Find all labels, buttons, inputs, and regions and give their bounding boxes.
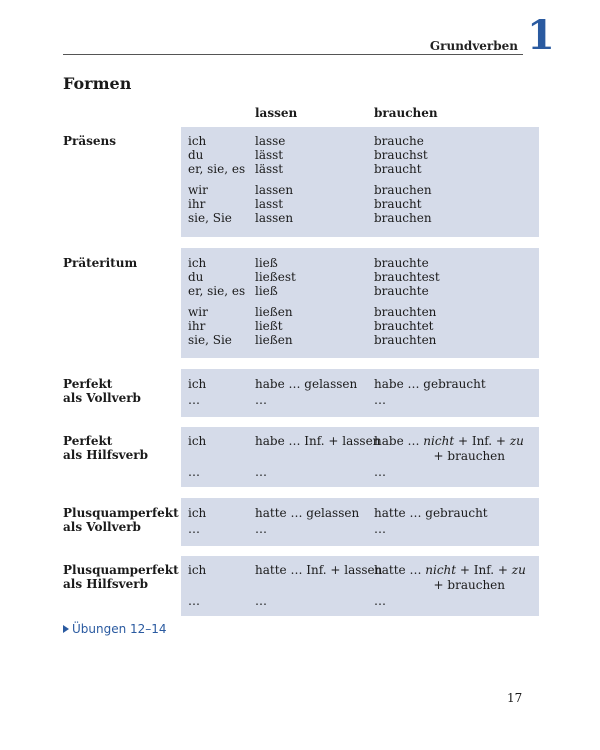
- form-lassen: hatte … Inf. + lassen: [255, 563, 383, 577]
- plusquamperfekt-vollverb-block: [181, 498, 539, 546]
- text-part: + Inf. +: [454, 434, 510, 448]
- form-lassen: ließ: [255, 256, 278, 270]
- pronoun: ich: [188, 256, 207, 270]
- pronoun: ich: [188, 434, 207, 448]
- chapter-title: Grundverben: [429, 39, 518, 53]
- form-brauchen: brauchen: [374, 183, 432, 197]
- ellipsis: …: [255, 393, 267, 407]
- perfekt-hilfsverb-block: [181, 427, 539, 487]
- form-brauchen: [374, 563, 526, 577]
- form-brauchen: hatte … gebraucht: [374, 506, 488, 520]
- ellipsis: …: [374, 393, 386, 407]
- form-brauchen: brauchst: [374, 148, 428, 162]
- praeteritum-block: [181, 248, 539, 358]
- praesens-block: [181, 127, 539, 237]
- ellipsis: …: [374, 465, 386, 479]
- form-brauchen: [374, 434, 524, 448]
- label-line: Perfekt: [63, 434, 113, 448]
- text-part-italic: nicht: [425, 563, 457, 577]
- pronoun: sie, Sie: [188, 333, 232, 347]
- form-brauchen: brauchen: [374, 211, 432, 225]
- text-part-italic: zu: [509, 434, 524, 448]
- pronoun: du: [188, 270, 204, 284]
- form-lassen: lasst: [255, 197, 284, 211]
- form-brauchen: brauche: [374, 134, 424, 148]
- label-line: als Hilfsverb: [63, 448, 148, 462]
- label-line: als Vollverb: [63, 391, 141, 405]
- pronoun: wir: [188, 305, 208, 319]
- perfekt-vollverb-block: [181, 369, 539, 417]
- form-lassen: ließen: [255, 333, 293, 347]
- label-line: Plusquamperfekt: [63, 563, 179, 577]
- form-lassen: lasse: [255, 134, 286, 148]
- text-part-italic: nicht: [423, 434, 455, 448]
- form-brauchen: brauchtest: [374, 270, 440, 284]
- ellipsis: …: [188, 522, 200, 536]
- pronoun: ich: [188, 134, 207, 148]
- label-line: Perfekt: [63, 377, 113, 391]
- ellipsis: …: [374, 594, 386, 608]
- label-line: als Vollverb: [63, 520, 141, 534]
- column-header-brauchen: brauchen: [374, 106, 438, 120]
- ellipsis: …: [255, 594, 267, 608]
- row-label-perfekt-vollverb: [63, 377, 141, 405]
- pronoun: wir: [188, 183, 208, 197]
- form-brauchen: braucht: [374, 162, 422, 176]
- pronoun: du: [188, 148, 204, 162]
- ellipsis: …: [188, 393, 200, 407]
- pronoun: ich: [188, 563, 207, 577]
- form-brauchen: brauchtet: [374, 319, 434, 333]
- triangle-right-icon: [63, 625, 69, 633]
- form-brauchen: habe … gebraucht: [374, 377, 486, 391]
- form-lassen: ließest: [255, 270, 296, 284]
- form-lassen: habe … Inf. + lassen: [255, 434, 381, 448]
- pronoun: ich: [188, 506, 207, 520]
- label-line: Plusquamperfekt: [63, 506, 179, 520]
- section-title: Formen: [63, 74, 132, 93]
- pronoun: ich: [188, 377, 207, 391]
- pronoun: ihr: [188, 319, 206, 333]
- column-header-lassen: lassen: [255, 106, 298, 120]
- text-part: hatte …: [374, 563, 426, 577]
- form-brauchen: brauchten: [374, 305, 437, 319]
- form-lassen: lässt: [255, 162, 284, 176]
- ellipsis: …: [255, 465, 267, 479]
- ellipsis: …: [374, 522, 386, 536]
- form-lassen: ließt: [255, 319, 283, 333]
- exercise-link[interactable]: [63, 622, 167, 636]
- pronoun: sie, Sie: [188, 211, 232, 225]
- exercise-link-label: Übungen 12–14: [72, 622, 167, 636]
- label-line: als Hilfsverb: [63, 577, 148, 591]
- page-number: 17: [507, 691, 523, 705]
- form-lassen: ließen: [255, 305, 293, 319]
- pronoun: er, sie, es: [188, 284, 246, 298]
- pronoun: er, sie, es: [188, 162, 246, 176]
- form-brauchen: brauchte: [374, 284, 429, 298]
- row-label-perfekt-hilfsverb: [63, 434, 148, 462]
- ellipsis: …: [255, 522, 267, 536]
- form-lassen: hatte … gelassen: [255, 506, 360, 520]
- plusquamperfekt-hilfsverb-block: [181, 556, 539, 616]
- form-brauchen-cont: + brauchen: [433, 578, 505, 592]
- header-divider: [63, 54, 523, 55]
- form-brauchen: brauchte: [374, 256, 429, 270]
- form-lassen: lässt: [255, 148, 284, 162]
- row-label-praeteritum: Präteritum: [63, 256, 138, 270]
- form-brauchen: brauchten: [374, 333, 437, 347]
- row-label-praesens: Präsens: [63, 134, 116, 148]
- ellipsis: …: [188, 465, 200, 479]
- ellipsis: …: [188, 594, 200, 608]
- form-lassen: lassen: [255, 211, 294, 225]
- chapter-number: 1: [527, 12, 555, 59]
- text-part: habe …: [374, 434, 424, 448]
- form-lassen: habe … gelassen: [255, 377, 358, 391]
- form-lassen: lassen: [255, 183, 294, 197]
- form-brauchen-cont: + brauchen: [433, 449, 505, 463]
- form-brauchen: braucht: [374, 197, 422, 211]
- form-lassen: ließ: [255, 284, 278, 298]
- text-part: + Inf. +: [456, 563, 512, 577]
- row-label-plusquamperfekt-hilfsverb: [63, 563, 179, 591]
- row-label-plusquamperfekt-vollverb: [63, 506, 179, 534]
- pronoun: ihr: [188, 197, 206, 211]
- text-part-italic: zu: [511, 563, 526, 577]
